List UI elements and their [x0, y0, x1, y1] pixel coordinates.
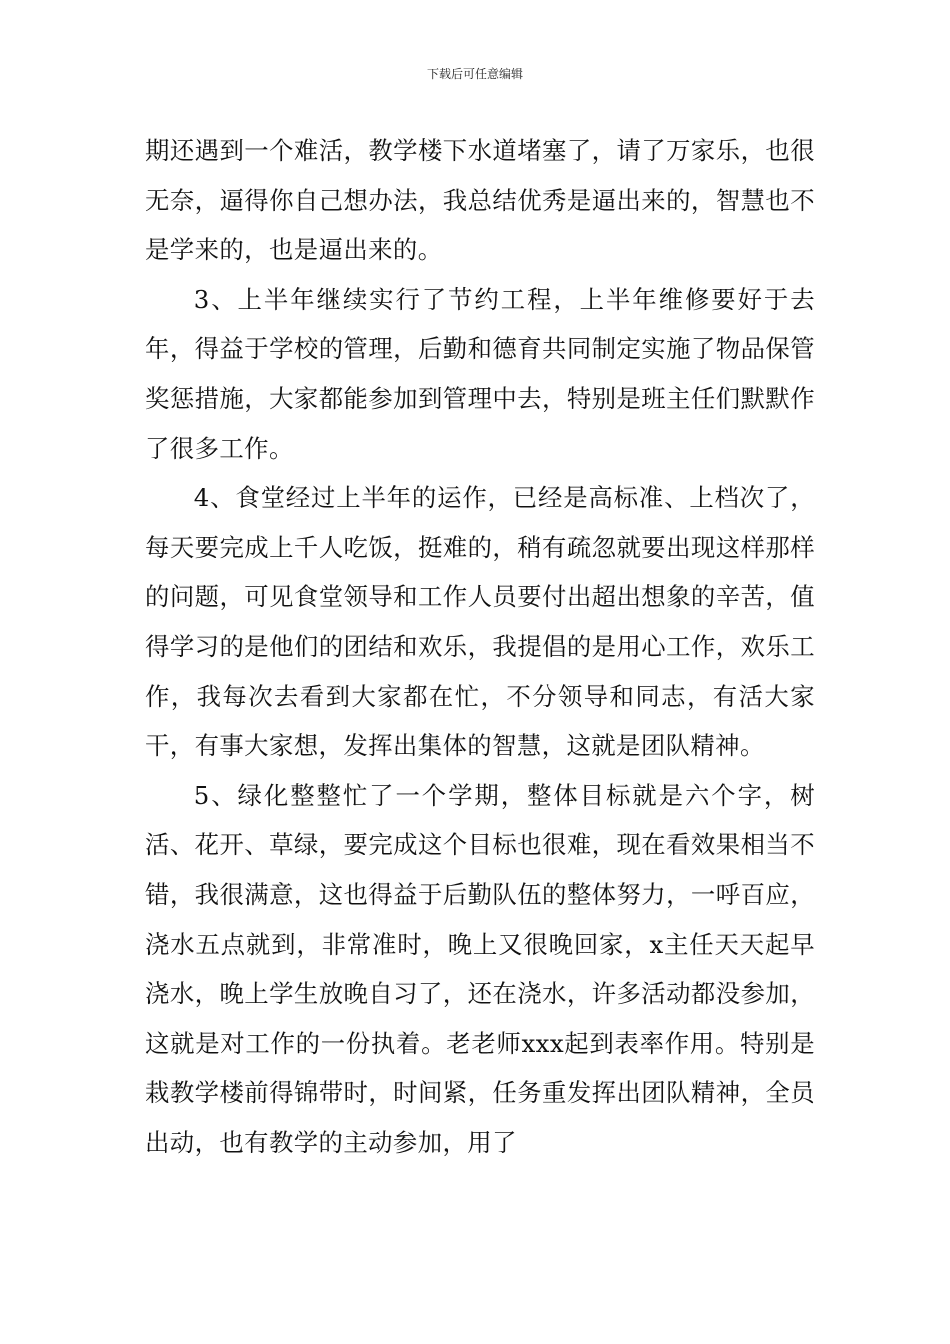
page-header: 下载后可任意编辑	[426, 67, 523, 81]
document-body	[145, 126, 815, 1167]
paragraph-item-3: 3、上半年继续实行了节约工程，上半年维修要好于去年，得益于学校的管理，后勤和德育共同制定实施了物品保管奖惩措施，大家都能参加到管理中去，特别是班主任们默默作了很多工作。	[145, 284, 815, 463]
paragraph-item-4: 4、食堂经过上半年的运作，已经是高标准、上档次了，每天要完成上千人吃饭，挺难的，稍有疏忽就要出现这样那样的问题，可见食堂领导和工作人员要付出超出想象的辛苦，值得学习的是他们的团结和欢乐，我提倡的是用心工作，欢乐工作，我每次去看到大家都在忙，不分领导和同志，有活大家干，有事大家想，发挥出集体的智慧，这就是团队精神。	[145, 483, 815, 761]
paragraph-item-5: 5、绿化整整忙了一个学期，整体目标就是六个字，树活、花开、草绿，要完成这个目标也很难，现在看效果相当不错，我很满意，这也得益于后勤队伍的整体努力，一呼百应，浇水五点就到，非常准时，晚上又很晚回家，x主任天天起早浇水，晚上学生放晚自习了，还在浇水，许多活动都没参加，这就是对工作的一份执着。老老师xxx起到表率作用。特别是栽教学楼前得锦带时，时间紧，任务重发挥出团队精神，全员出动，也有教学的主动参加，用了	[145, 780, 815, 1157]
paragraph-continuation: 期还遇到一个难活，教学楼下水道堵塞了，请了万家乐，也很无奈，逼得你自己想办法，我总结优秀是逼出来的，智慧也不是学来的，也是逼出来的。	[145, 136, 815, 265]
